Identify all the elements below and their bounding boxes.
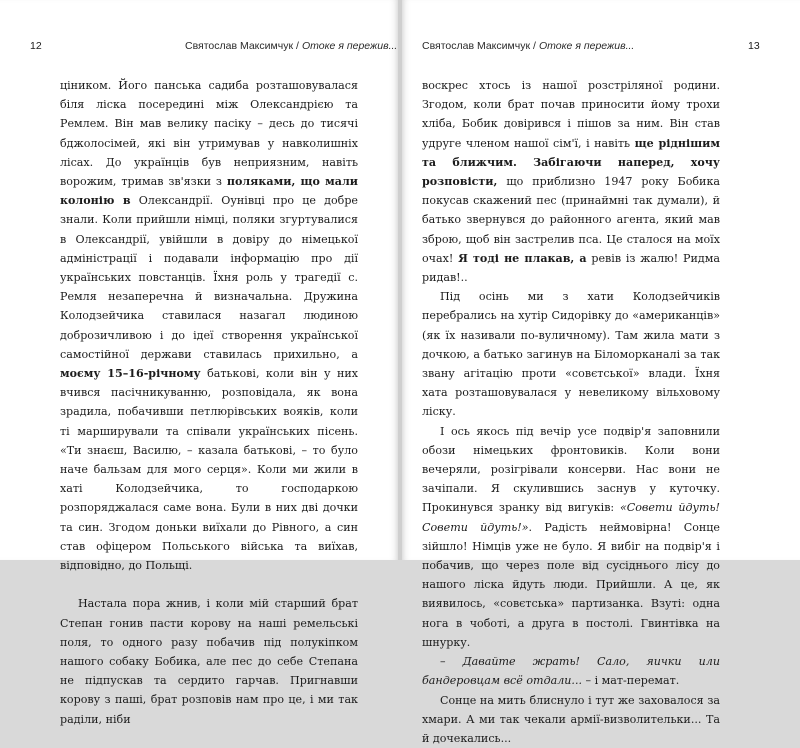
paragraph <box>422 287 720 421</box>
bold-text: поляками, що мали колонію в <box>60 175 358 207</box>
header-author: Святослав Максимчук <box>422 40 530 52</box>
running-header-left <box>185 40 397 54</box>
paragraph <box>422 76 720 287</box>
paragraph <box>422 691 720 748</box>
text-run: що приблизно 1947 року Бобика покусав скажений пес (принаймні так думали), й батько звернувся до районного агента, який мав зброю, щоб він застрелив пса. Це сталося на моїх очах! <box>422 175 720 265</box>
bold-text: Я тоді не плакав, а <box>458 252 586 265</box>
body-text-right <box>422 76 720 748</box>
text-run: Настала пора жнив, і коли мій старший брат Степан гонив пасти корову на наші ремельські поля, то одного разу побачив під полукіпком нашого собаку Бобика, але пес до себе Степана не підпускав та сердито гарчав. Пригнавши корову з паші, брат розповів нам про це, і ми так раділи, ніби <box>60 597 358 725</box>
paragraph <box>60 76 358 575</box>
paragraph <box>422 422 720 652</box>
text-run: батькові, коли він у них вчився пасічникуванню, розповідала, як вона зрадила, побачивши петлюрівських вояків, коли ті марширували та співали українських пісень. «Ти знаєш, Василю, – казала батькові, – то було наче бальзам для мого серця». Коли ми жили в хаті Колодзейчика, то господаркою розпоряджалася саме вона. Були в них дві дочки та син. Згодом доньки виїхали до Рівного, а син став офіцером Польського війська та виїхав, відповідно, до Польщі. <box>60 367 358 572</box>
text-run: . Радість неймовірна! Сонце зійшло! Німців уже не було. Я вибіг на подвір'я і побачив, що через поле від сусіднього лісу до нашого ліска йдуть люди. Прийшли. А це, як виявилось, «совєтська» партизанка. Взуті: одна нога в чоботі, а друга в постолі. Гвинтівка на шнурку. <box>422 521 720 649</box>
header-author: Святослав Максимчук <box>185 40 293 52</box>
text-run: ревів із жалю! Ридма ридав!.. <box>422 252 720 284</box>
text-run: Олександрії. Оунівці про це добре знали. Коли прийшли німці, поляки згуртувалися в Олександрії, увійшли в довіру до німецької адміністрації і подавали інформацію про дії українських повстанців. Їхня роль у трагедії с. Ремля незаперечна й визначальна. Дружина Колодзейчика ставилася назагал людиною доброзичливою і до ідеї створення української самостійної держави ставилась прихильно, а <box>60 194 358 361</box>
right-page <box>402 0 800 560</box>
paragraph <box>422 652 720 690</box>
header-separator: / <box>296 40 299 52</box>
bold-text: ще ріднішим та ближчим. Забігаючи наперед, хочу розповісти, <box>422 137 720 188</box>
body-text-left <box>60 76 358 729</box>
italic-text: Давайте жрать! Сало, яички или бандеровцам всё отдали... <box>422 655 720 687</box>
text-run: І ось якось під вечір усе подвір'я заповнили обози німецьких фронтовиків. Коли вони вечеряли, розігрівали консерви. Нас вони не зачіпали. Я скулившись заснув у куточку. Прокинувся зранку від вигуків: <box>422 425 720 515</box>
text-run: Сонце на мить блиснуло і тут же заховалося за хмари. А ми так чекали армії-визволительки... Та й дочекались... <box>422 694 720 745</box>
text-run: – <box>440 655 463 668</box>
text-run: воскрес хтось із нашої розстріляної родини. Згодом, коли брат почав приносити йому трохи хліба, Бобик довірився і пішов за ним. Він став удруге членом нашої сім'ї, і навіть <box>422 79 720 150</box>
paragraph <box>60 594 358 728</box>
text-run: ціником. Його панська садиба розташовувалася біля ліска посередині між Олександрією та Ремлем. Він мав велику пасіку – десь до тисячі бджолосімей, які він утримував у навколишніх лісах. До українців був неприязним, навіть ворожим, тримав зв'язки з <box>60 79 358 188</box>
page-number-right: 13 <box>748 40 760 52</box>
header-separator: / <box>533 40 536 52</box>
italic-text: «Совети йдуть! Совети йдуть!» <box>422 501 720 533</box>
running-header-right <box>422 40 634 54</box>
left-page <box>0 0 398 560</box>
text-run: Під осінь ми з хати Колодзейчиків перебрались на хутір Сидорівку до «американців» (як їх називали по-вуличному). Там жила мати з дочкою, а батько загинув на Біломорканалі за так звану агітацію проти «совєтської» влади. Їхня хата розташовувалася у невеликому вільховому ліску. <box>422 290 720 418</box>
page-number-left: 12 <box>30 40 42 52</box>
header-title: Отоке я пережив... <box>539 40 634 52</box>
bold-text: моєму 15–16-річному <box>60 367 201 380</box>
header-title: Отоке я пережив... <box>302 40 397 52</box>
text-run: – і мат-перемат. <box>582 674 679 687</box>
